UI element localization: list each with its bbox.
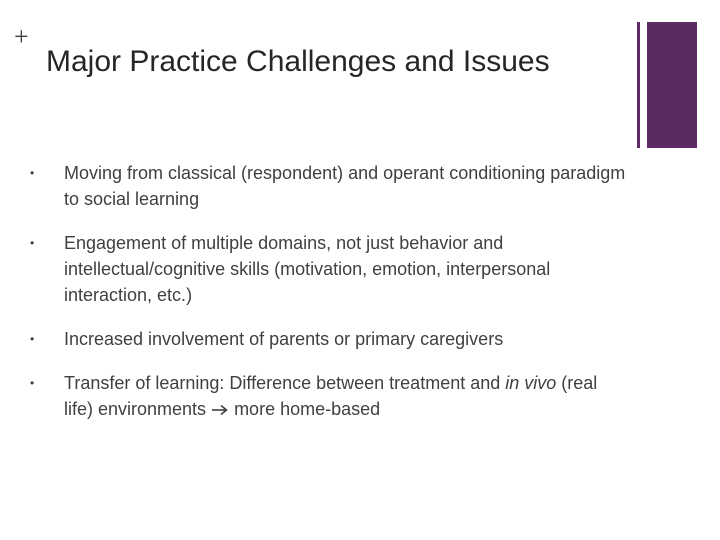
bullet-item	[30, 326, 630, 352]
bullet-item	[30, 370, 630, 422]
plus-symbol: +	[14, 22, 29, 51]
accent-bar-block	[647, 22, 697, 148]
bullet-marker: •	[30, 376, 35, 390]
bullet-text-part: Transfer of learning: Difference between treatment and	[64, 373, 506, 393]
bullet-item	[30, 160, 630, 212]
bullet-text-part: (real life) environments	[64, 373, 598, 419]
bullet-marker: •	[30, 332, 35, 346]
bullet-text-part: more home-based	[229, 399, 381, 419]
bullet-text: Engagement of multiple domains, not just behavior and intellectual/cognitive skills (motivation, emotion, interpersonal interaction, etc.)	[64, 233, 551, 305]
bullet-list	[30, 160, 630, 422]
bullet-marker: •	[30, 166, 35, 180]
bullet-item	[30, 230, 630, 308]
bullet-text: Increased involvement of parents or primary caregivers	[64, 329, 504, 349]
bullet-marker: •	[30, 236, 35, 250]
right-arrow-icon	[211, 404, 229, 416]
bullet-text-italic: in vivo	[505, 373, 557, 393]
bullet-text: Moving from classical (respondent) and operant conditioning paradigm to social learning	[64, 163, 626, 209]
accent-bar-thin	[637, 22, 640, 148]
slide-title: Major Practice Challenges and Issues	[46, 45, 550, 78]
